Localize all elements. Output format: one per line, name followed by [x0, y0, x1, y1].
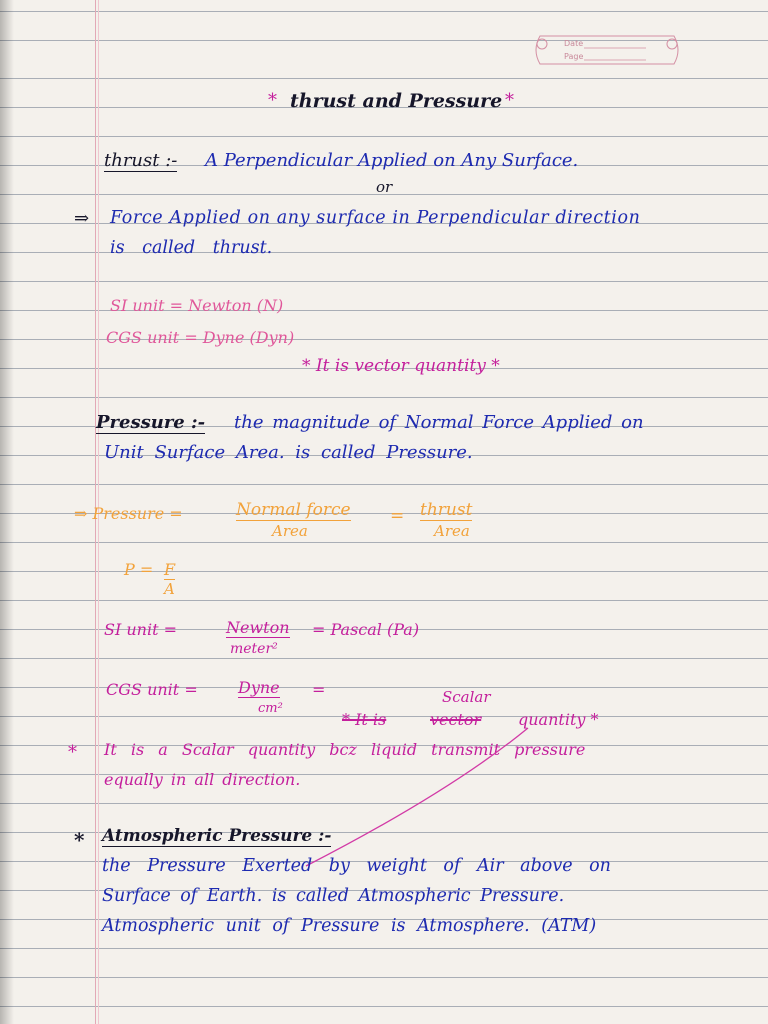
or-connector: or	[376, 178, 393, 196]
date-page-stamp	[528, 28, 686, 72]
scalar-correction: Scalar	[442, 688, 491, 706]
stamp-frame-icon	[528, 28, 686, 72]
pressure-definition-line2: Unit Surface Area. is called Pressure.	[104, 442, 473, 463]
thrust-definition-alt-line2: is called thrust.	[110, 238, 273, 258]
page-title: thrust and Pressure	[290, 90, 503, 112]
cgs-unit-equals: =	[312, 680, 326, 699]
formula-denominator-area-2: Area	[434, 522, 470, 540]
thrust-cgs-unit: CGS unit = Dyne (Dyn)	[106, 328, 295, 347]
pressure-definition-line1: the magnitude of Normal Force Applied on	[234, 412, 644, 433]
pressure-term: Pressure :-	[96, 412, 206, 433]
thrust-term: thrust :-	[104, 150, 178, 171]
atmospheric-star-icon: *	[74, 828, 85, 852]
formula-numerator-normal-force: Normal force	[236, 500, 351, 520]
formula-equals: =	[390, 506, 405, 526]
pressure-cgs-prefix: CGS unit =	[106, 680, 198, 699]
formula-denominator-area: Area	[272, 522, 308, 540]
p-equation-lhs: P =	[124, 560, 154, 579]
page-edge-shadow	[0, 0, 14, 1024]
arrow-icon: ⇒	[74, 208, 90, 229]
quantity-note-struck-start: * It is	[342, 710, 387, 729]
cgs-unit-denominator: cm²	[258, 701, 283, 716]
p-equation-denominator: A	[164, 580, 175, 598]
title-star-left: *	[268, 90, 277, 111]
vector-quantity-note: * It is vector quantity *	[302, 356, 500, 376]
quantity-note-end: quantity *	[518, 710, 599, 729]
cgs-unit-numerator: Dyne	[238, 678, 280, 697]
scalar-explanation-line1: It is a Scalar quantity bcz liquid transmit pressure	[104, 740, 586, 759]
thrust-definition: A Perpendicular Applied on Any Surface.	[205, 150, 579, 171]
page-label: Page	[564, 52, 584, 61]
pressure-si-prefix: SI unit =	[104, 620, 178, 639]
title-star-right: *	[505, 90, 514, 111]
p-equation-numerator: F	[164, 560, 176, 579]
formula-numerator-thrust: thrust	[420, 500, 473, 520]
pressure-formula-prefix: ⇒ Pressure =	[74, 504, 183, 523]
scalar-star-icon: *	[68, 742, 77, 763]
thrust-si-unit: SI unit = Newton (N)	[110, 296, 284, 315]
si-unit-result: = Pascal (Pa)	[312, 620, 420, 639]
stray-pen-stroke	[300, 722, 540, 872]
si-unit-denominator: meter²	[230, 641, 278, 657]
quantity-note-struck-word: vector	[430, 710, 482, 729]
atmospheric-definition-line1: the Pressure Exerted by weight of Air above on	[102, 856, 611, 876]
atmospheric-definition-line2: Surface of Earth. is called Atmospheric Pressure.	[102, 886, 565, 906]
atmospheric-pressure-term: Atmospheric Pressure :-	[102, 826, 332, 846]
date-label: Date	[564, 39, 584, 48]
atmospheric-unit-line: Atmospheric unit of Pressure is Atmosphere. (ATM)	[102, 916, 597, 936]
thrust-definition-alt-line1: Force Applied on any surface in Perpendicular direction	[110, 208, 641, 228]
si-unit-numerator: Newton	[226, 618, 290, 637]
scalar-explanation-line2: equally in all direction.	[104, 770, 301, 789]
